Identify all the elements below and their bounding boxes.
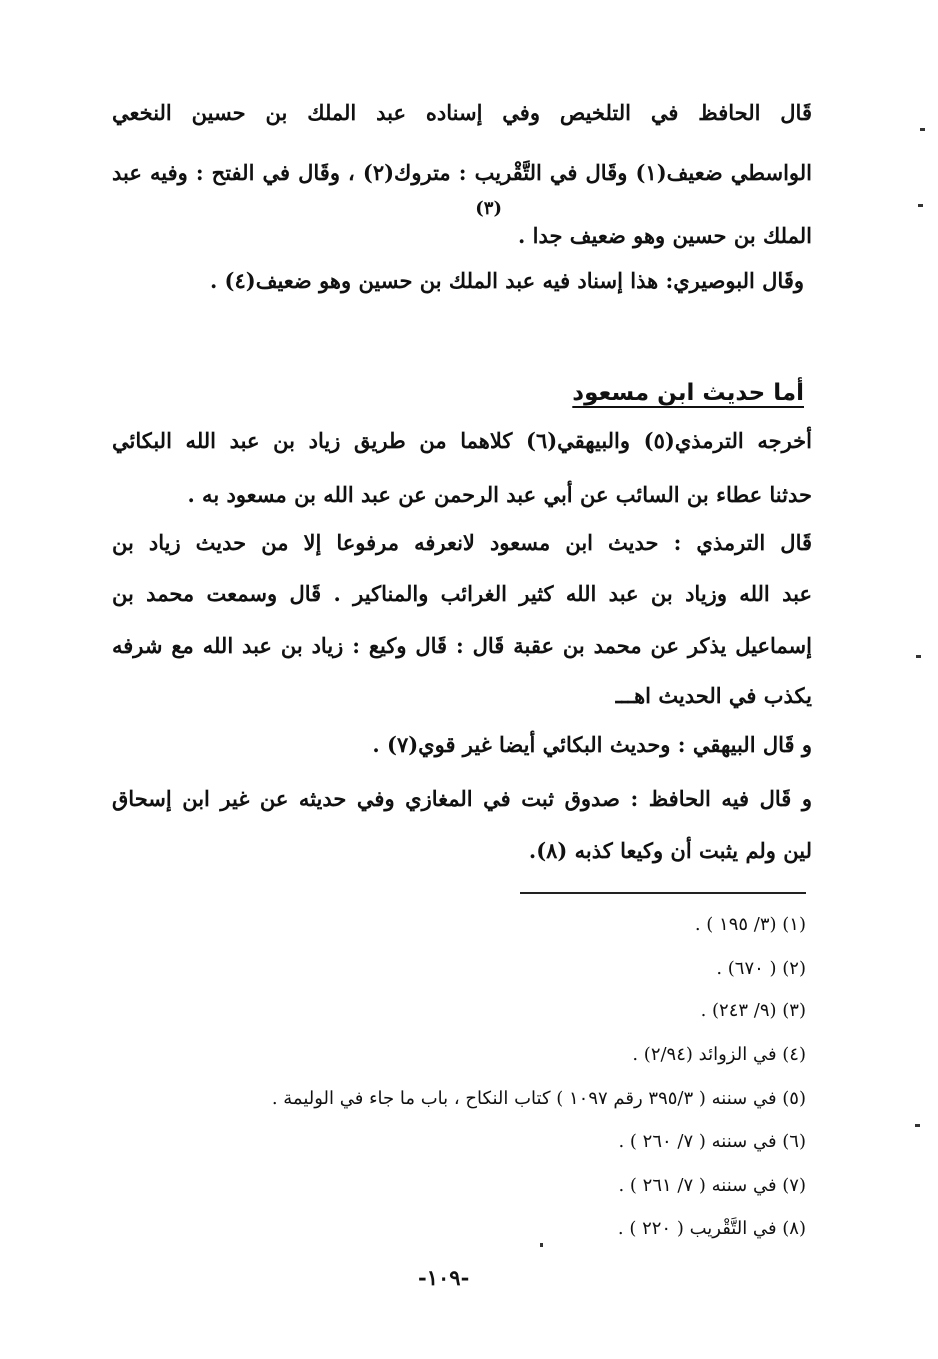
body-line-10: يكذب في الحديث اهـــ <box>615 683 812 708</box>
body-line-6: حدثنا عطاء بن السائب عن أبي عبد الرحمن عن عبد الله بن مسعود به . <box>187 482 812 507</box>
scan-speck <box>540 1243 543 1247</box>
section-heading: أما حديث ابن مسعود <box>572 380 804 406</box>
scan-speck <box>915 1124 920 1127</box>
body-line-2: الواسطي ضعيف(١) وقَال في التَّقْريب : متروك(٢) ، وقَال في الفتح : وفيه عبد <box>112 160 813 185</box>
footnote-1: (١) (٣/ ١٩٥ ) . <box>694 914 806 935</box>
body-line-13: لين ولم يثبت أن وكيعا كذبه (٨). <box>528 838 812 863</box>
body-line-1: قَال الحافظ في التلخيص وفي إسناده عبد الملك بن حسين النخعي <box>112 100 812 125</box>
footnote-5: (٥) في سننه ( ٣٩٥/٣ رقم ١٠٩٧ ) كتاب النكاح ، باب ما جاء في الوليمة . <box>271 1088 806 1109</box>
body-line-7: قَال الترمذي : حديث ابن مسعود لانعرفه مرفوعا إلا من حديث زياد بن <box>112 530 812 555</box>
footnote-2: (٢) ( ٦٧٠) . <box>716 958 806 979</box>
scan-speck <box>916 655 921 658</box>
footnote-6: (٦) في سننه ( ٧/ ٢٦٠ ) . <box>618 1131 806 1152</box>
footnote-8: (٨) في التَّقْريب ( ٢٢٠ ) . <box>617 1218 806 1239</box>
footnote-7: (٧) في سننه ( ٧/ ٢٦١ ) . <box>618 1175 806 1196</box>
body-line-11: و قَال البيهقي : وحديث البكائي أيضا غير قوي(٧) . <box>372 732 812 757</box>
scan-speck <box>920 128 925 131</box>
body-line-9: إسماعيل يذكر عن محمد بن عقبة قَال : قَال وكيع : زياد بن عبد الله مع شرفه <box>112 633 812 658</box>
body-line-8: عبد الله وزياد بن عبد الله كثير الغرائب والمناكير . قَال وسمعت محمد بن <box>112 581 812 606</box>
body-line-5: أخرجه الترمذي(٥) والبيهقي(٦) كلاهما من طريق زياد بن عبد الله البكائي <box>112 428 812 453</box>
body-line-3: الملك بن حسين وهو ضعيف جدا . <box>517 223 812 248</box>
footnote-separator <box>520 892 806 894</box>
page-number: -١٠٩- <box>418 1265 470 1290</box>
body-line-12: و قَال فيه الحافظ : صدوق ثبت في المغازي وفي حديثه عن غير ابن إسحاق <box>112 786 812 811</box>
footnote-3: (٣) (٩/ ٢٤٣) . <box>700 1000 806 1021</box>
scan-speck <box>918 204 923 207</box>
footnote-4: (٤) في الزوائد (٢/٩٤) . <box>632 1044 806 1065</box>
body-line-4: وقَال البوصيري: هذا إسناد فيه عبد الملك بن حسين وهو ضعيف(٤) . <box>209 268 804 293</box>
footnote-marker-3: (٣) <box>475 198 502 219</box>
